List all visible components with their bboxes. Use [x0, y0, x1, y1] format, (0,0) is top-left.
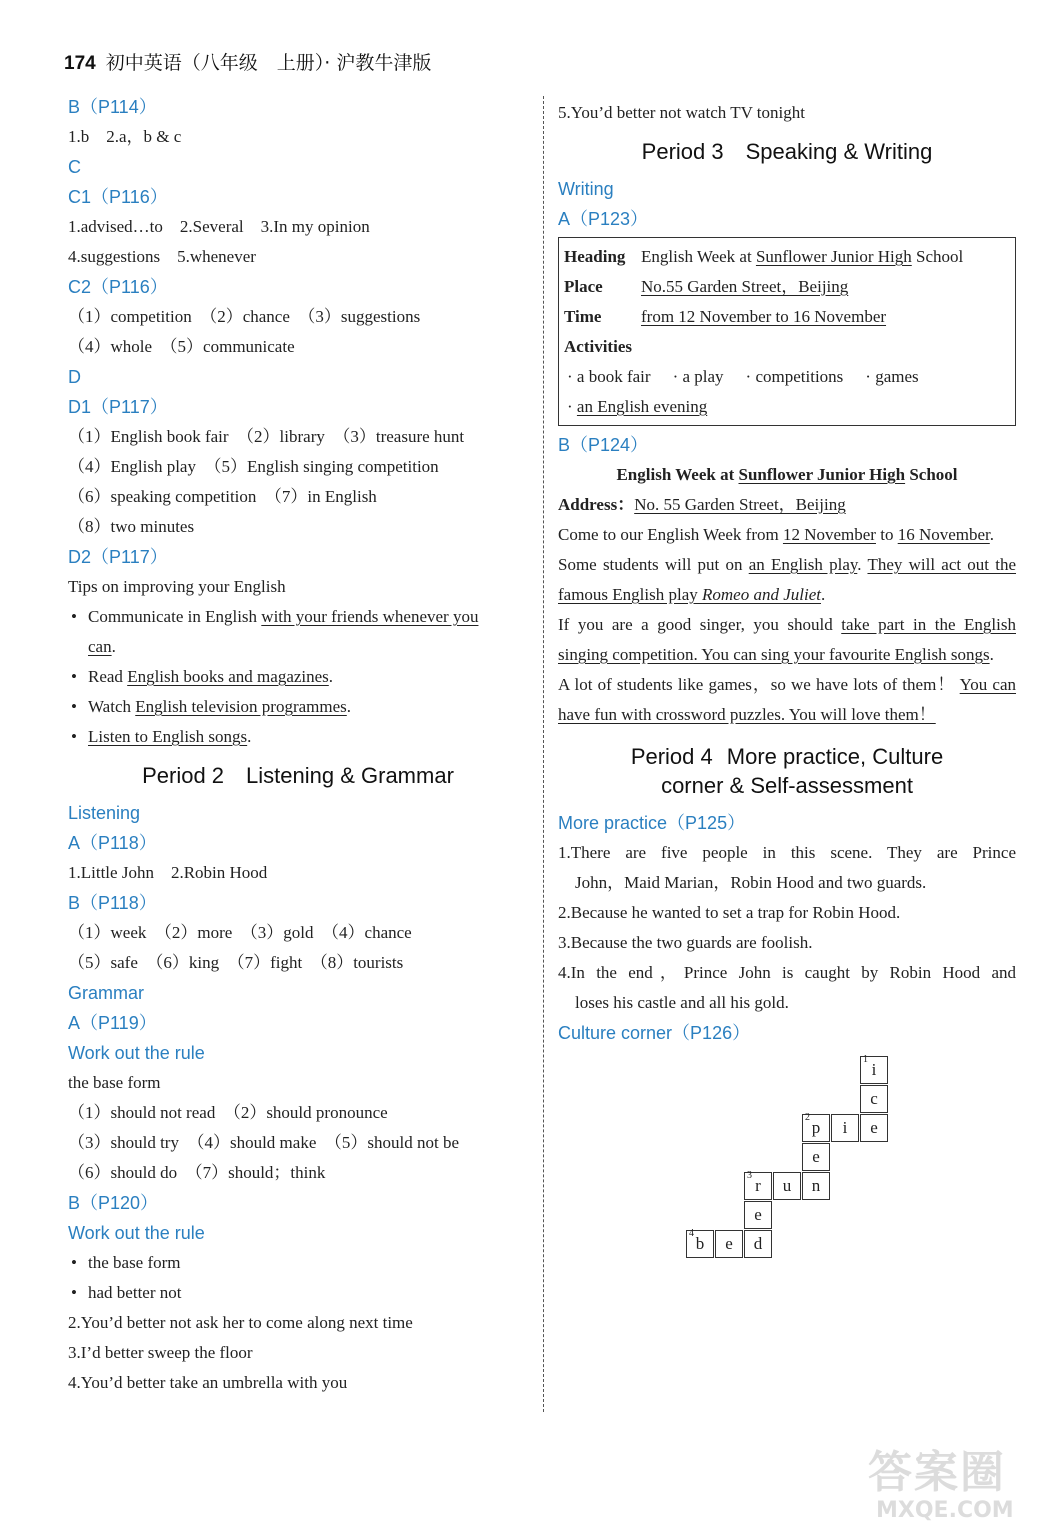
section-label: Listening: [68, 803, 141, 823]
answer-line: （4）whole （5）communicate: [68, 337, 295, 356]
section-label: Work out the rule: [68, 1223, 205, 1243]
cell-letter: c: [870, 1089, 878, 1108]
section-label: A（P119）: [68, 1013, 157, 1033]
answer-line: 2.You’d better not ask her to come along next time: [68, 1313, 413, 1332]
period-title: Listening & Grammar: [246, 763, 454, 788]
para-text: If you are a good singer, you should: [558, 615, 842, 634]
period-title: corner & Self-assessment: [661, 773, 913, 798]
para-answer: 16 November: [897, 525, 990, 544]
notice-plan-box: [558, 237, 1016, 426]
notice-paragraph: [558, 520, 1016, 550]
row-answer: No.55 Garden Street，Beijing: [641, 277, 849, 296]
row-text: English Week at: [641, 247, 756, 266]
period-heading: [558, 742, 1016, 800]
activity-item: · a play: [672, 367, 724, 386]
answer-line: loses his castle and all his gold.: [575, 993, 789, 1012]
watermark-logo: [868, 1448, 1038, 1530]
activity-item: · games: [865, 367, 919, 386]
answer-line: 1.b 2.a，b & c: [68, 127, 182, 146]
cell-letter: i: [871, 1060, 877, 1079]
page-number: 174: [64, 53, 96, 74]
answer-line: 3.I’d better sweep the floor: [68, 1343, 253, 1362]
para-text: .: [857, 555, 868, 574]
activities-list: [564, 392, 1011, 422]
address-value: No. 55 Garden Street，Beijing: [634, 495, 846, 514]
answer-line: （1）week （2）more （3）gold （4）chance: [68, 923, 412, 942]
cell-letter: e: [812, 1147, 820, 1166]
rule-item: • the base form: [68, 1248, 528, 1278]
watermark-url: MXQE.COM: [876, 1498, 1014, 1523]
activity-item: · a book fair: [567, 367, 651, 386]
tip-answer: Listen to English songs: [88, 727, 248, 746]
section-label: D1（P117）: [68, 397, 168, 417]
row-label: Time: [564, 307, 602, 326]
box-row-activities: [564, 332, 1011, 362]
period-title: More practice, Culture: [726, 744, 944, 769]
period-heading: [68, 761, 528, 790]
tip-answer: English television programmes: [135, 697, 347, 716]
tips-title: Tips on improving your English: [68, 577, 286, 596]
crossword-cell: [773, 1172, 801, 1200]
answer-line: （3）should try （4）should make （5）should not be: [68, 1133, 459, 1152]
answer-line: （5）safe （6）king （7）fight （8）tourists: [68, 953, 404, 972]
cell-letter: b: [695, 1234, 705, 1253]
watermark-text: 答案圈: [868, 1447, 1006, 1498]
crossword-cell: [744, 1230, 772, 1258]
answer-line: John，Maid Marian，Robin Hood and two guards.: [575, 873, 927, 892]
box-row-place: [564, 272, 1011, 302]
crossword-cell: [686, 1230, 714, 1258]
notice-paragraph: [558, 670, 1016, 730]
crossword-cell: [802, 1114, 830, 1142]
tip-text: Watch: [88, 697, 136, 716]
answer-line: （1）English book fair （2）library （3）treasure hunt: [68, 427, 465, 446]
box-row-heading: [564, 242, 1011, 272]
notice-paragraph: [558, 610, 1016, 670]
para-answer: take part in the English singing competition. You can sing your favourite English songs: [558, 615, 1016, 664]
section-label: More practice（P125）: [558, 813, 746, 833]
tip-item-continued: can.: [88, 637, 116, 656]
answer-line: 1.There are five people in this scene. They are Prince: [558, 843, 1016, 862]
cell-letter: u: [782, 1176, 792, 1195]
para-answer: They will act out the famous English play: [558, 555, 1017, 604]
para-answer: You can have fun with crossword puzzles. You will love them！: [558, 675, 1017, 724]
para-answer: an English play: [748, 555, 858, 574]
para-text: to: [875, 525, 898, 544]
tip-text: Communicate in English: [88, 607, 262, 626]
answer-line: （6）speaking competition （7）in English: [68, 487, 377, 506]
section-label: B（P120）: [68, 1193, 159, 1213]
section-label: Culture corner（P126）: [558, 1023, 751, 1043]
section-label: C: [68, 157, 81, 177]
activity-item: · competitions: [745, 367, 844, 386]
activity-bullet: ·: [567, 397, 577, 416]
answer-line: （1）competition （2）chance （3）suggestions: [68, 307, 421, 326]
address-label: Address：: [558, 495, 635, 514]
column-divider: [543, 96, 544, 1412]
title-answer: Sunflower Junior High: [738, 465, 906, 484]
clue-number: 4: [689, 1228, 694, 1239]
cell-letter: i: [842, 1118, 848, 1137]
crossword-cell: [860, 1114, 888, 1142]
crossword-cell: [802, 1143, 830, 1171]
cell-letter: e: [725, 1234, 733, 1253]
period-heading: [558, 137, 1016, 166]
crossword-cell: [860, 1056, 888, 1084]
section-label: A（P123）: [558, 209, 649, 229]
book-title: 初中英语（八年级 上册）· 沪教牛津版: [105, 52, 432, 74]
row-label: Heading: [564, 247, 626, 266]
crossword-cell: [715, 1230, 743, 1258]
clue-number: 1: [863, 1054, 868, 1065]
answer-line: 1.Little John 2.Robin Hood: [68, 863, 268, 882]
section-label: D2（P117）: [68, 547, 168, 567]
cell-letter: n: [811, 1176, 821, 1195]
tip-answer: can: [88, 637, 112, 656]
cell-letter: r: [755, 1176, 761, 1195]
section-label: A（P118）: [68, 833, 157, 853]
tip-text: Read: [88, 667, 128, 686]
para-answer: Romeo and Juliet: [702, 585, 821, 604]
crossword-cell: [744, 1172, 772, 1200]
section-label: C1（P116）: [68, 187, 168, 207]
section-label: Work out the rule: [68, 1043, 205, 1063]
title-text: English Week at: [616, 465, 739, 484]
notice-title: [558, 460, 1016, 490]
para-text: .: [989, 525, 995, 544]
answer-line: the base form: [68, 1073, 161, 1092]
answer-line: 4.In the end，Prince John is caught by Robin Hood and: [558, 963, 1016, 982]
row-answer: Sunflower Junior High: [755, 247, 912, 266]
crossword-cell: [744, 1201, 772, 1229]
row-label: Activities: [564, 337, 632, 356]
cell-letter: e: [870, 1118, 878, 1137]
answer-line: （4）English play （5）English singing competition: [68, 457, 439, 476]
para-text: Come to our English Week from: [558, 525, 783, 544]
crossword-puzzle: [558, 1048, 1016, 1288]
rule-item: • had better not: [68, 1278, 528, 1308]
answer-line: （1）should not read （2）should pronounce: [68, 1103, 388, 1122]
title-text: School: [905, 465, 958, 484]
row-text: School: [911, 247, 964, 266]
page-header: [64, 48, 431, 75]
tip-answer: English books and magazines: [127, 667, 329, 686]
clue-number: 2: [805, 1112, 810, 1123]
section-label: B（P114）: [68, 97, 157, 117]
para-text: A lot of students like games，so we have lots of them！: [558, 675, 956, 694]
box-row-time: [564, 302, 1011, 332]
para-text: .: [820, 585, 826, 604]
answer-line: （8）two minutes: [68, 517, 195, 536]
para-text: .: [989, 645, 994, 664]
tip-answer: with your friends whenever you: [261, 607, 479, 626]
answer-line: 2.Because he wanted to set a trap for Robin Hood.: [558, 903, 901, 922]
answer-line: 3.Because the two guards are foolish.: [558, 933, 813, 952]
section-label: B（P124）: [558, 435, 649, 455]
section-label: D: [68, 367, 81, 387]
clue-number: 3: [747, 1170, 752, 1181]
address-line: [558, 490, 1016, 520]
notice-paragraph: [558, 550, 1016, 610]
crossword-cell: [831, 1114, 859, 1142]
cell-letter: p: [811, 1118, 821, 1137]
tip-item: • Read English books and magazines.: [68, 662, 528, 692]
activities-list: [564, 362, 1011, 392]
tip-item: [68, 602, 528, 632]
period-number: Period 4: [630, 744, 713, 769]
cell-letter: d: [753, 1234, 763, 1253]
period-number: Period 3: [641, 139, 724, 164]
row-answer: from 12 November to 16 November: [641, 307, 887, 326]
section-label: B（P118）: [68, 893, 157, 913]
period-number: Period 2: [142, 763, 225, 788]
answer-line: 4.You’d better take an umbrella with you: [68, 1373, 348, 1392]
para-answer: 12 November: [782, 525, 876, 544]
left-column: [68, 92, 528, 1398]
tip-item: • Watch English television programmes.: [68, 692, 528, 722]
answer-line: 4.suggestions 5.whenever: [68, 247, 256, 266]
period-title: Speaking & Writing: [745, 139, 933, 164]
section-label: C2（P116）: [68, 277, 168, 297]
activity-item: an English evening: [576, 397, 708, 416]
crossword-cell: [860, 1085, 888, 1113]
section-label: Writing: [558, 179, 614, 199]
answer-line: 5.You’d better not watch TV tonight: [558, 103, 805, 122]
section-label: Grammar: [68, 983, 144, 1003]
para-text: Some students will put on: [558, 555, 749, 574]
crossword-cell: [802, 1172, 830, 1200]
answer-line: （6）should do （7）should；think: [68, 1163, 326, 1182]
right-column: [558, 92, 1016, 1288]
answer-line: 1.advised…to 2.Several 3.In my opinion: [68, 217, 370, 236]
cell-letter: e: [754, 1205, 762, 1224]
tip-item: • Listen to English songs.: [68, 722, 528, 752]
row-label: Place: [564, 277, 603, 296]
